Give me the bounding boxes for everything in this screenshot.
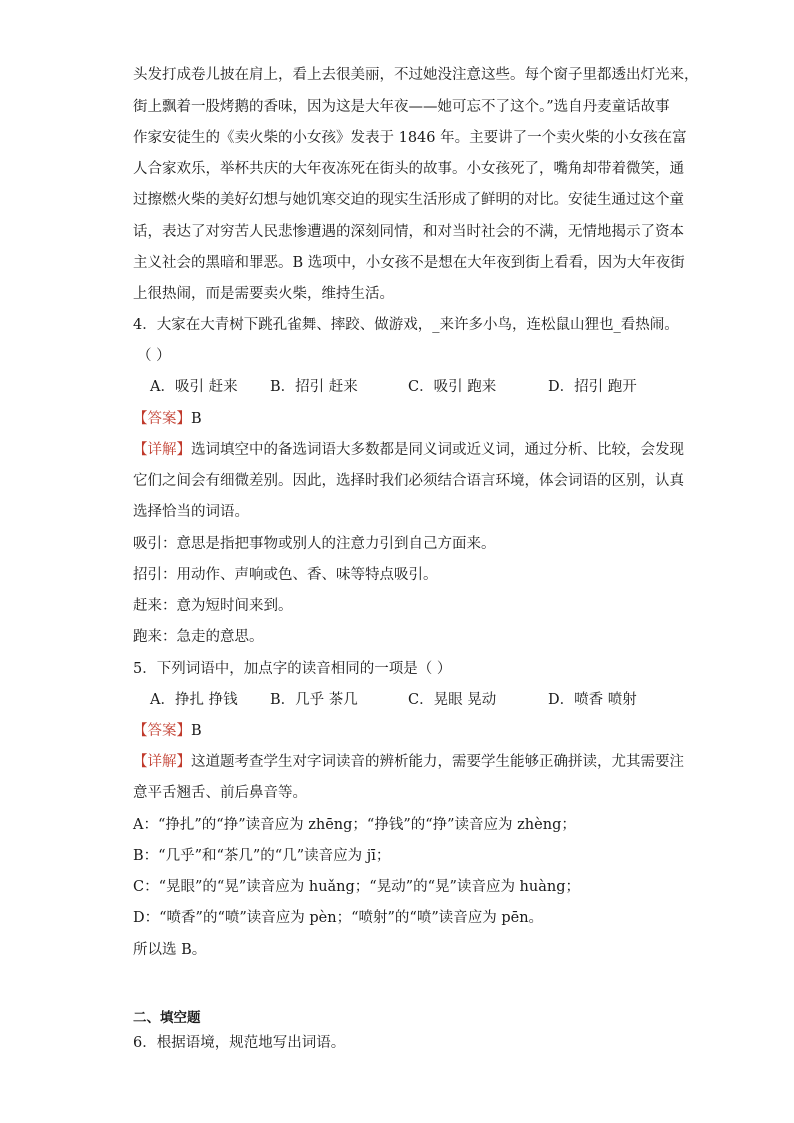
paragraph-line: 话，表达了对穷苦人民悲惨遭遇的深刻同情，和对当时社会的不满，无情地揭示了资本 [133,224,684,240]
question-5-stem: 5．下列词语中，加点字的读音相同的一项是（ ） [133,661,452,677]
answer-tag: 【答案】 [133,411,191,427]
detail-line: C：“晃眼”的“晃”读音应为 huǎng；“晃动”的“晃”读音应为 huàng； [133,879,580,895]
question-4-paren: （ ） [137,348,171,364]
detail-line: B：“几乎”和“茶几”的“几”读音应为 jī； [133,848,391,864]
paragraph-line: 上很热闹，而是需要卖火柴，维持生活。 [133,286,394,302]
option-b: B．几乎 茶几 [270,692,358,708]
paragraph-line: 过擦燃火柴的美好幻想与她饥寒交迫的现实生活形成了鲜明的对比。安徒生通过这个童 [133,192,684,208]
detail-line: A：“挣扎”的“挣”读音应为 zhēng；“挣钱”的“挣”读音应为 zhèng； [133,817,576,833]
detail-line: 吸引：意思是指把事物或别人的注意力引到自己方面来。 [133,536,496,552]
answer-tag: 【答案】 [133,723,191,739]
paragraph-line: 人合家欢乐，举杯共庆的大年夜冻死在街头的故事。小女孩死了，嘴角却带着微笑，通 [133,161,684,177]
paragraph-line: 街上飘着一股烤鹅的香味，因为这是大年夜——她可忘不了这个。”选自丹麦童话故事 [133,99,670,115]
detail-line: 它们之间会有细微差别。因此，选择时我们必须结合语言环境，体会词语的区别，认真 [133,473,684,489]
answer-value: B [191,411,202,427]
option-d: D．招引 跑开 [548,379,637,395]
paragraph-line: 主义社会的黑暗和罪恶。B 选项中，小女孩不是想在大年夜到街上看看，因为大年夜街 [133,255,685,271]
option-c: C．吸引 跑来 [408,379,497,395]
question-5-detail [133,752,684,772]
option-b: B．招引 赶来 [270,379,358,395]
paragraph-line: 作家安徒生的《卖火柴的小女孩》发表于 1846 年。主要讲了一个卖火柴的小女孩在富 [133,130,687,146]
detail-line: 所以选 B。 [133,942,207,958]
option-c: C．晃眼 晃动 [408,692,497,708]
option-d: D．喷香 喷射 [548,692,637,708]
detail-text: 选词填空中的备选词语大多数都是同义词或近义词，通过分析、比较，会发现 [191,442,684,458]
question-5-answer [133,721,673,741]
question-6-stem: 6．根据语境，规范地写出词语。 [133,1035,346,1051]
section-title: 二、填空题 [133,1010,201,1026]
option-a: A．挣扎 挣钱 [150,692,238,708]
detail-line: 跑来：急走的意思。 [133,629,264,645]
question-4-detail [133,440,684,460]
answer-value: B [191,723,202,739]
detail-line: D：“喷香”的“喷”读音应为 pèn；“喷射”的“喷”读音应为 pēn。 [133,910,544,926]
detail-line: 赶来：意为短时间来到。 [133,598,293,614]
paragraph-line: 头发打成卷儿披在肩上，看上去很美丽，不过她没注意这些。每个窗子里都透出灯光来， [133,67,699,83]
detail-tag: 【详解】 [133,442,191,458]
detail-line: 招引：用动作、声响或色、香、味等特点吸引。 [133,567,438,583]
detail-line: 意平舌翘舌、前后鼻音等。 [133,785,307,801]
detail-line: 选择恰当的词语。 [133,504,249,520]
question-4-stem: 4．大家在大青树下跳孔雀舞、摔跤、做游戏，_来许多小鸟，连松鼠山狸也_看热闹。 [133,317,679,333]
question-4-answer [133,409,673,429]
detail-text: 这道题考查学生对字词读音的辨析能力，需要学生能够正确拼读，尤其需要注 [191,754,684,770]
option-a: A．吸引 赶来 [150,379,238,395]
detail-tag: 【详解】 [133,754,191,770]
